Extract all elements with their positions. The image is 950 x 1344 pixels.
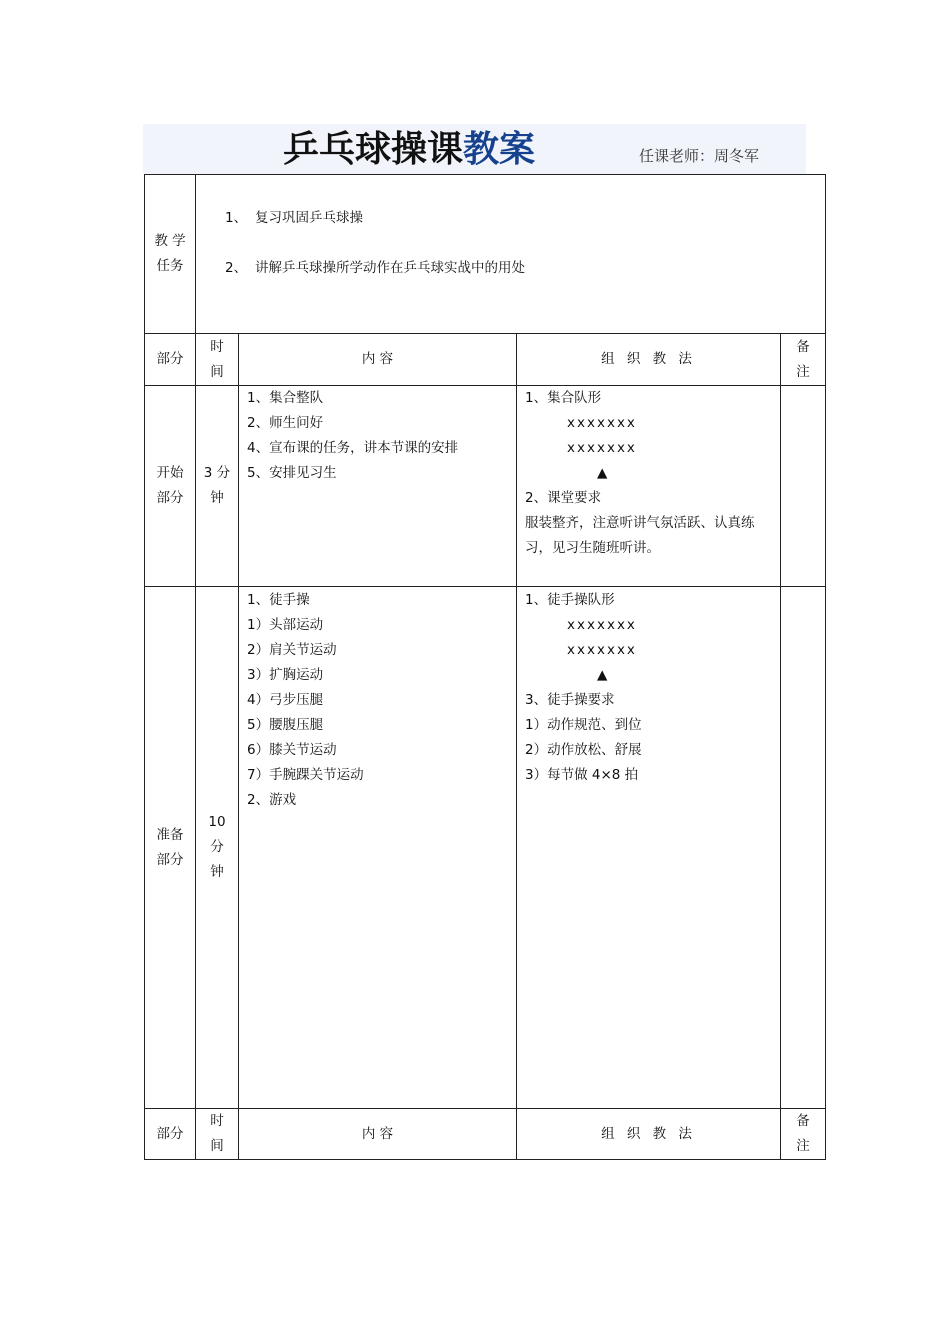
teacher-line [639,145,759,167]
teacher-name: 周冬军 [714,147,760,165]
section-notes-cell [781,386,826,587]
method-req-item: 3）每节做 4×8 拍 [525,767,639,783]
formation-row: xxxxxxx [567,415,637,431]
content-item: 2）肩关节运动 [247,642,337,658]
content-item: 4、宣布课的任务，讲本节课的安排 [247,440,459,456]
task-item: 1、 复习巩固乒乓球操 [225,210,363,226]
content-item: 2、师生问好 [247,415,324,431]
content-item: 2、游戏 [247,792,297,808]
section-method-cell [517,587,781,1109]
content-item: 5、安排见习生 [247,465,337,481]
formation-row: xxxxxxx [567,440,637,456]
title-part-a: 乒乓球操课 [283,129,464,170]
section-prep-row [145,587,826,1109]
header-content: 内 容 [239,1109,517,1160]
content-item: 1）头部运动 [247,617,324,633]
lesson-plan-table [144,174,826,1160]
method-req-title: 2、课堂要求 [525,490,602,506]
method-req-item: 1）动作规范、到位 [525,717,642,733]
tasks-label-line2: 任务 [156,258,184,274]
section-notes-cell [781,587,826,1109]
tasks-label-cell [145,175,196,334]
section-start-row [145,386,826,587]
content-item: 5）腰腹压腿 [247,717,324,733]
method-req-title: 3、徒手操要求 [525,692,615,708]
column-header-row [145,334,826,386]
content-item: 6）膝关节运动 [247,742,337,758]
header-method: 组 织 教 法 [517,1109,781,1160]
header-part: 部分 [145,334,196,386]
method-formation-title: 1、集合队形 [525,390,602,406]
content-item: 1、徒手操 [247,592,310,608]
content-item: 3）扩胸运动 [247,667,324,683]
content-item: 7）手腕踝关节运动 [247,767,364,783]
header-content: 内 容 [239,334,517,386]
section-content-cell [239,587,517,1109]
teacher-label: 任课老师： [639,147,715,165]
formation-row: xxxxxxx [567,642,637,658]
tasks-content-cell [196,175,826,334]
tasks-row [145,175,826,334]
section-part-cell: 开始 部分 [145,386,196,587]
tasks-label-line1: 教 学 [154,233,186,249]
header-part: 部分 [145,1109,196,1160]
teacher-position-icon: ▲ [597,667,608,683]
method-req-item: 2）动作放松、舒展 [525,742,642,758]
teacher-position-icon: ▲ [597,465,608,481]
section-method-cell [517,386,781,587]
content-item: 4）弓步压腿 [247,692,324,708]
section-content-cell [239,386,517,587]
header-method: 组 织 教 法 [517,334,781,386]
title-part-b: 教案 [463,129,536,170]
section-time-cell: 10 分 钟 [196,587,239,1109]
method-formation-title: 1、徒手操队形 [525,592,615,608]
method-req-text: 服装整齐，注意听讲气氛活跃、认真练习，见习生随班听讲。 [525,515,755,556]
column-header-row [145,1109,826,1160]
header-time: 时 间 [196,1109,239,1160]
header-time: 时 间 [196,334,239,386]
section-time-cell: 3 分 钟 [196,386,239,587]
task-item: 2、 讲解乒乓球操所学动作在乒乓球实战中的用处 [225,260,525,276]
page-title [283,128,535,172]
header-notes: 备 注 [781,1109,826,1160]
formation-row: xxxxxxx [567,617,637,633]
header-notes: 备 注 [781,334,826,386]
section-part-cell: 准备 部分 [145,587,196,1109]
content-item: 1、集合整队 [247,390,324,406]
